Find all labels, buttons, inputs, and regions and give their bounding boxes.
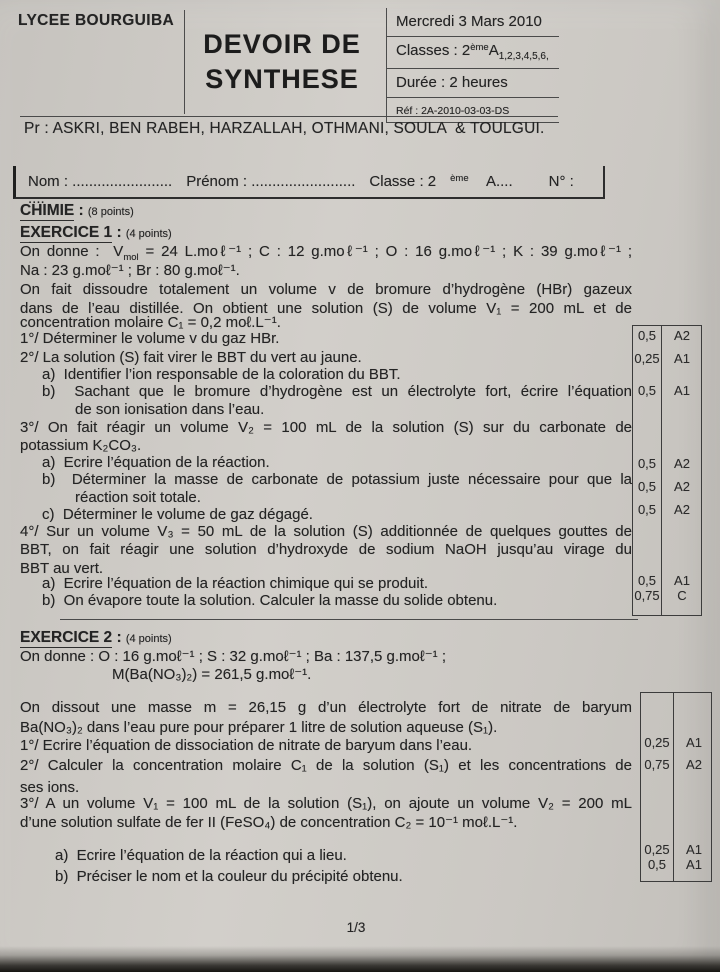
mark-points: 0,25 xyxy=(644,735,670,750)
class-dots: A.... xyxy=(482,173,513,190)
ex2-question1: 1°/ Ecrire l’équation de dissociation de nitrate de baryum dans l’eau. xyxy=(20,737,473,754)
firstname-field: Prénom : ......................... xyxy=(186,173,356,190)
mark-points: 0,5 xyxy=(637,502,657,517)
chimie-points: (8 points) xyxy=(87,206,134,218)
ex2-heading xyxy=(20,629,172,648)
ex2-given-line2: M(Ba(NO₃)₂) = 261,5 g.moℓ⁻¹. xyxy=(112,666,312,683)
class-field xyxy=(369,173,526,190)
mark-points: 0,75 xyxy=(644,757,670,772)
ex2-colon: : xyxy=(112,629,122,646)
ex2-question3-line2: d’une solution sulfate de fer II (FeSO₄) de concentration C₂ = 10⁻¹ moℓ.L⁻¹. xyxy=(20,814,518,831)
ex1-paragraph-line3: concentration molaire C₁ = 0,2 moℓ.L⁻¹. xyxy=(20,314,281,331)
mark-grade: A1 xyxy=(674,383,690,398)
ex1-question3-line1: 3°/ On fait réagir un volume V₂ = 100 mL de la solution (S) sur du carbonate de xyxy=(20,419,632,436)
mark-grade: A1 xyxy=(674,573,690,588)
ex2-given-line1: On donne : O : 16 g.moℓ⁻¹ ; S : 32 g.moℓ⁻¹ ; Ba : 137,5 g.moℓ⁻¹ ; xyxy=(20,648,446,665)
ex2-paragraph-line2: Ba(NO₃)₂ dans l’eau pure pour préparer 1 litre de solution aqueuse (S₁). xyxy=(20,719,498,736)
mark-points: 0,5 xyxy=(637,383,657,398)
mark-grade: A2 xyxy=(686,757,702,772)
mark-grade: A2 xyxy=(674,479,690,494)
ex1-given-pre: On donne : V xyxy=(20,243,124,260)
mark-row xyxy=(633,456,701,472)
ex1-question3c: c) Déterminer le volume de gaz dégagé. xyxy=(42,506,313,523)
ex1-question3b-line2: réaction soit totale. xyxy=(75,489,201,506)
document-title xyxy=(190,27,374,97)
mark-row xyxy=(633,573,701,589)
chimie-label: CHIMIE xyxy=(20,202,75,219)
exercise-separator-rule xyxy=(60,619,638,620)
mark-points: 0,5 xyxy=(637,456,657,471)
ex2-question3-line1: 3°/ A un volume V₁ = 100 mL de la solution (S₁), on ajoute un volume V₂ = 200 mL xyxy=(20,795,632,812)
photo-bottom-edge xyxy=(0,946,720,972)
marks-table-ex2 xyxy=(640,692,712,882)
ex1-question4-line3: BBT au vert. xyxy=(20,560,104,577)
chimie-heading xyxy=(20,202,134,221)
ex1-question3b-line1: b) Déterminer la masse de carbonate de potassium juste nécessaire pour que la xyxy=(42,471,632,488)
exam-date: Mercredi 3 Mars 2010 xyxy=(387,8,559,37)
mark-grade: A2 xyxy=(674,456,690,471)
ex2-paragraph-line1: On dissout une masse m = 26,15 g d’un électrolyte fort de nitrate de baryum xyxy=(20,699,632,716)
ex1-vmol-subscript: mol xyxy=(123,252,139,263)
mark-row xyxy=(641,757,711,773)
page-number: 1/3 xyxy=(346,920,366,935)
mark-points: 0,5 xyxy=(637,573,657,588)
ex1-given-line2: Na : 23 g.moℓ⁻¹ ; Br : 80 g.moℓ⁻¹. xyxy=(20,262,240,279)
mark-row xyxy=(641,735,711,751)
mark-points: 0,5 xyxy=(637,479,657,494)
exam-info-box xyxy=(386,8,559,123)
ex1-paragraph-line1: On fait dissoudre totalement un volume v de bromure d’hydrogène (HBr) gazeux xyxy=(20,281,632,298)
number-field: N° : .... xyxy=(28,173,574,207)
chimie-colon: : xyxy=(74,202,84,219)
ex1-question4-line1: 4°/ Sur un volume V₃ = 50 mL de la solution (S) additionnée de quelques gouttes de xyxy=(20,523,632,540)
ex2-question-a: a) Ecrire l’équation de la réaction qui a lieu. xyxy=(55,847,347,864)
mark-grade: A1 xyxy=(674,351,690,366)
student-identity-box xyxy=(13,166,605,207)
title-line-2: SYNTHESE xyxy=(205,64,359,94)
ex1-question2b-line1: b) Sachant que le bromure d’hydrogène est un électrolyte fort, écrire l’équation xyxy=(42,383,632,400)
classes-text: Classes : 2 xyxy=(396,42,471,59)
mark-row xyxy=(633,479,701,495)
mark-grade: A1 xyxy=(686,842,702,857)
ex2-question2-line2: ses ions. xyxy=(20,779,80,796)
ex1-question4a: a) Ecrire l’équation de la réaction chimique qui se produit. xyxy=(42,575,429,592)
ex1-question2a: a) Identifier l’ion responsable de la coloration du BBT. xyxy=(42,366,401,383)
mark-grade: A2 xyxy=(674,328,690,343)
exam-reference: Réf : 2A-2010-03-03-DS xyxy=(387,98,559,123)
classes-superscript: ème xyxy=(470,42,489,53)
header-divider-line xyxy=(184,10,185,114)
exam-classes xyxy=(387,37,559,69)
mark-points: 0,75 xyxy=(634,588,660,603)
mark-points: 0,5 xyxy=(647,857,667,872)
classes-subscript: 1,2,3,4,5,6, xyxy=(498,51,549,62)
exam-duration: Durée : 2 heures xyxy=(387,69,559,98)
ex2-question2-line1: 2°/ Calculer la concentration molaire C₁ de la solution (S₁) et les concentrations de xyxy=(20,757,632,774)
ex1-paragraph-line2: dans de l’eau distillée. On obtient une solution (S) de volume V₁ = 200 mL et de xyxy=(20,300,632,317)
ex2-question-b: b) Préciser le nom et la couleur du précipité obtenu. xyxy=(55,868,403,885)
ex1-question2: 2°/ La solution (S) fait virer le BBT du vert au jaune. xyxy=(20,349,362,366)
ex1-question4b: b) On évapore toute la solution. Calculer la masse du solide obtenu. xyxy=(42,592,498,609)
ex1-question2b-line2: de son ionisation dans l’eau. xyxy=(75,401,265,418)
title-line-1: DEVOIR DE xyxy=(203,29,361,59)
ex2-label: EXERCICE 2 xyxy=(20,629,113,646)
ex2-points: (4 points) xyxy=(125,633,172,645)
marks-table-ex1 xyxy=(632,325,702,616)
class-text: Classe : 2 xyxy=(369,173,437,190)
header-bottom-rule xyxy=(20,116,558,117)
mark-row xyxy=(633,502,701,518)
ex1-question3a: a) Ecrire l’équation de la réaction. xyxy=(42,454,270,471)
class-superscript: ème xyxy=(450,173,469,184)
mark-row xyxy=(633,328,701,344)
mark-row xyxy=(633,351,701,367)
ex1-given-post: = 24 L.moℓ⁻¹ ; C : 12 g.moℓ⁻¹ ; O : 16 g.moℓ⁻¹ ; K : 39 g.moℓ⁻¹ ; xyxy=(138,243,632,260)
mark-points: 0,25 xyxy=(644,842,670,857)
mark-row xyxy=(641,857,711,873)
ex1-question3-line2: potassium K₂CO₃. xyxy=(20,437,142,454)
mark-row xyxy=(633,383,701,399)
ex1-question1: 1°/ Déterminer le volume v du gaz HBr. xyxy=(20,330,280,347)
mark-row xyxy=(633,588,701,604)
ex1-heading xyxy=(20,224,172,243)
classes-letter: A xyxy=(488,42,499,59)
ex1-label: EXERCICE 1 xyxy=(20,224,113,241)
mark-grade: A1 xyxy=(686,735,702,750)
mark-grade: C xyxy=(677,588,687,603)
mark-points: 0,5 xyxy=(637,328,657,343)
ex1-colon: : xyxy=(112,224,122,241)
mark-grade: A2 xyxy=(674,502,690,517)
ex1-question4-line2: BBT, on fait réagir une solution d’hydroxyde de sodium NaOH jusqu’au virage du xyxy=(20,541,632,558)
teachers-line: Pr : ASKRI, BEN RABEH, HARZALLAH, OTHMANI, SOULA & TOULGUI. xyxy=(24,120,545,137)
mark-points: 0,25 xyxy=(634,351,660,366)
ex1-points: (4 points) xyxy=(125,228,172,240)
mark-row xyxy=(641,842,711,858)
name-field: Nom : ........................ xyxy=(28,173,173,190)
school-name: LYCEE BOURGUIBA xyxy=(18,12,175,29)
mark-grade: A1 xyxy=(686,857,702,872)
